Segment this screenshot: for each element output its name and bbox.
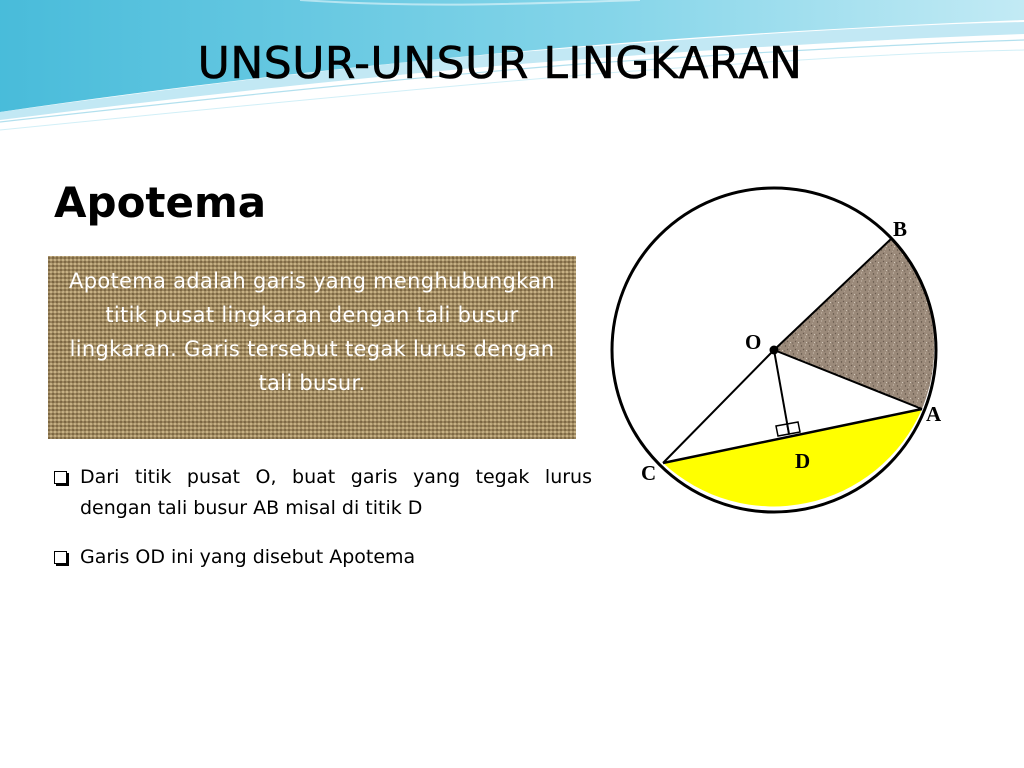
bullet-text: Garis OD ini yang disebut Apotema [80, 546, 416, 568]
label-B: B [893, 217, 908, 241]
bullet-item [52, 462, 592, 524]
bullet-list [52, 462, 592, 573]
section-heading: Apotema [54, 178, 267, 227]
checkbox-bullet-icon [54, 471, 67, 484]
label-O: O [745, 330, 762, 354]
definition-text: Apotema adalah garis yang menghubungkan titik pusat lingkaran dengan tali busur lingkaran. Garis tersebut tegak lurus dengan tali busur. [69, 269, 555, 395]
slide-title: UNSUR-UNSUR LINGKARAN [197, 38, 803, 89]
right-angle-marker-2 [787, 422, 800, 434]
bullet-text: Dari titik pusat O, buat garis yang tegak lurus dengan tali busur AB misal di titik D [80, 466, 592, 519]
definition-box [48, 256, 576, 439]
circle-diagram [600, 180, 960, 530]
label-C: C [641, 461, 657, 485]
apothem-OD [774, 350, 789, 434]
label-A: A [926, 402, 942, 426]
bullet-item [52, 542, 592, 573]
label-D: D [795, 449, 811, 473]
center-point [770, 346, 779, 355]
checkbox-bullet-icon [54, 551, 67, 564]
